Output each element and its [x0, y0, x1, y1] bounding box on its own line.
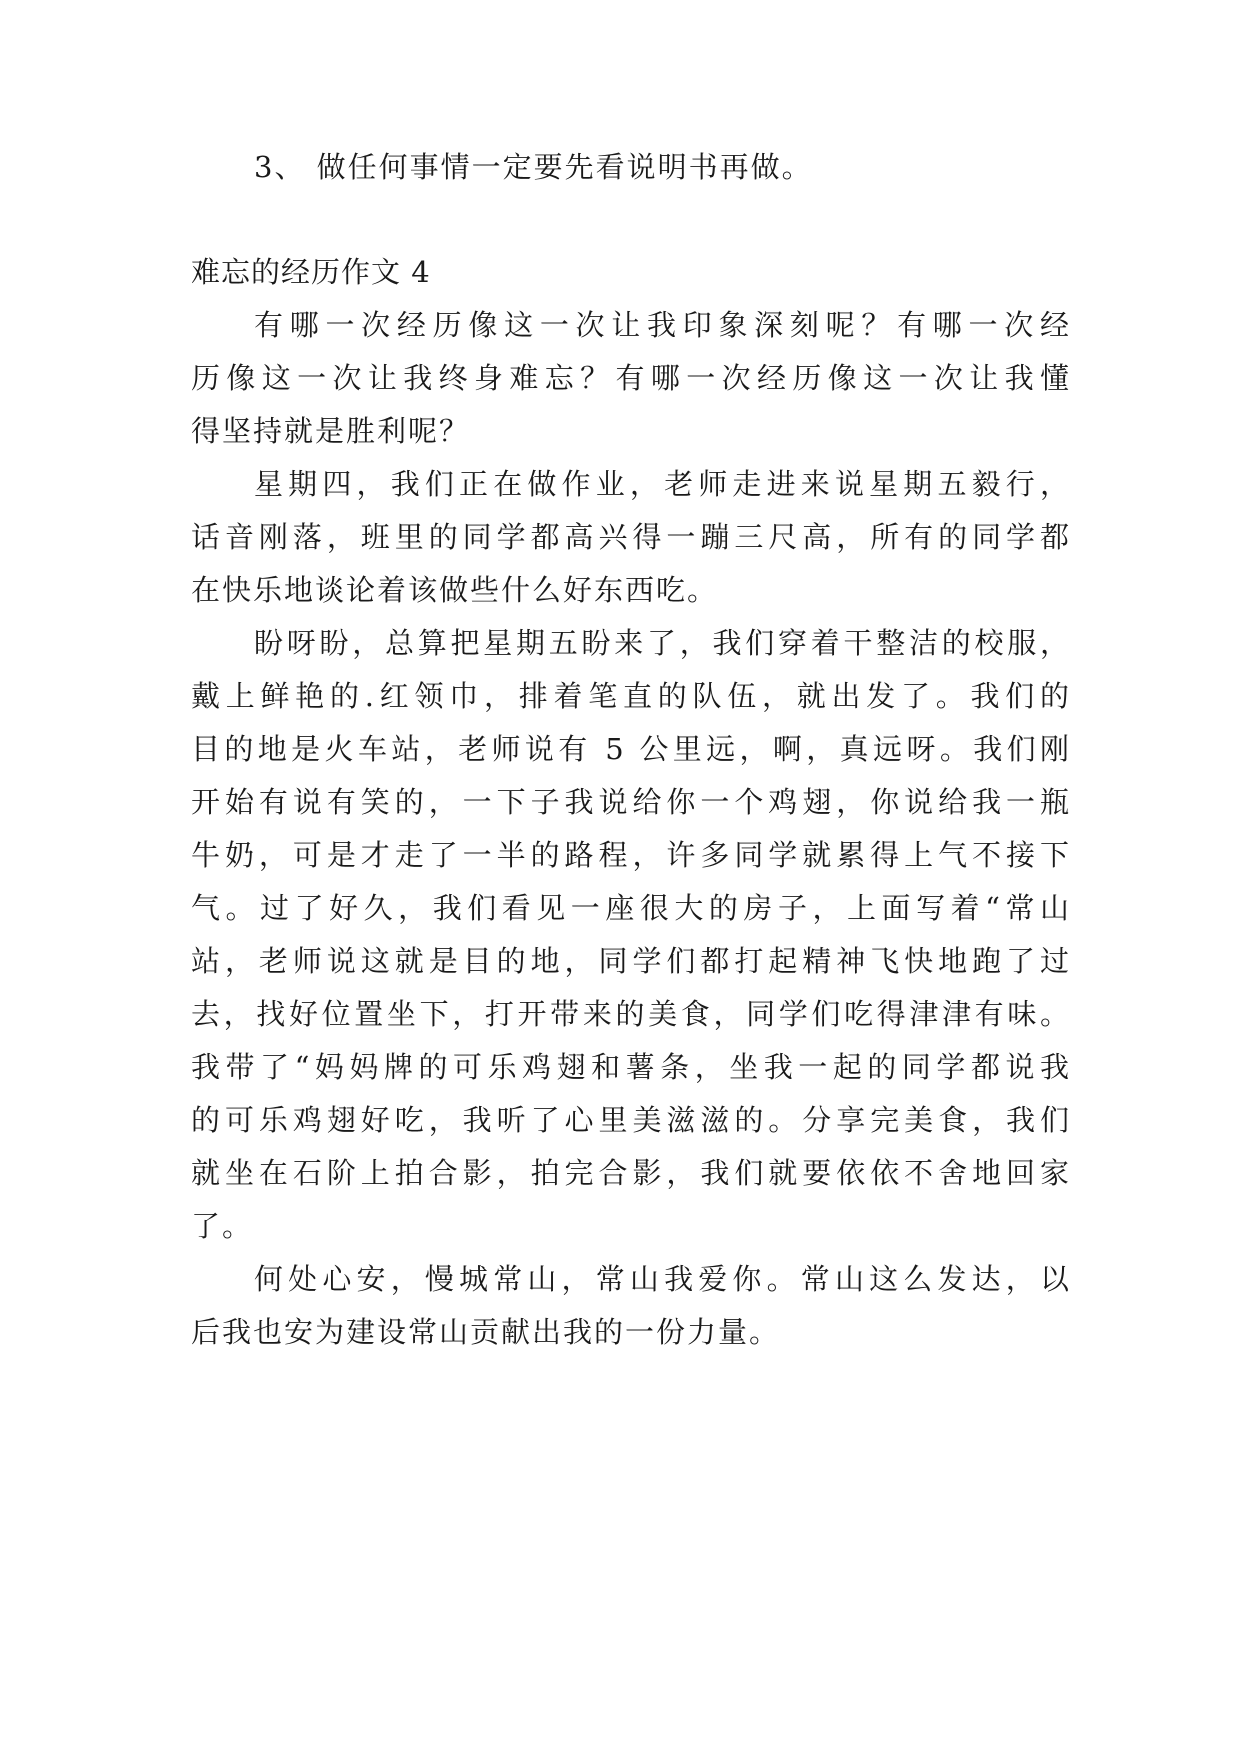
- paragraph-line: 牛奶，可是才走了一半的路程，许多同学就累得上气不接下: [191, 838, 1071, 872]
- paragraph-line: 去，找好位置坐下，打开带来的美食，同学们吃得津津有味。: [191, 997, 1071, 1031]
- paragraph-line: 目的地是火车站，老师说有 5 公里远，啊，真远呀。我们刚: [191, 732, 1071, 766]
- paragraph-line: 就坐在石阶上拍合影，拍完合影，我们就要依依不舍地回家: [191, 1156, 1071, 1190]
- paragraph-line: 在快乐地谈论着该做些什么好东西吃。: [191, 573, 719, 607]
- essay-heading: 难忘的经历作文 4: [191, 255, 431, 289]
- paragraph-line: 有哪一次经历像这一次让我印象深刻呢？有哪一次经: [254, 308, 1071, 342]
- paragraph-line: 星期四，我们正在做作业，老师走进来说星期五毅行，: [254, 467, 1071, 501]
- paragraph-line: 站，老师说这就是目的地，同学们都打起精神飞快地跑了过: [191, 944, 1071, 978]
- paragraph-line: 开始有说有笑的，一下子我说给你一个鸡翅，你说给我一瓶: [191, 785, 1071, 819]
- paragraph-line: 何处心安，慢城常山，常山我爱你。常山这么发达，以: [254, 1262, 1071, 1296]
- paragraph-line: 的可乐鸡翅好吃，我听了心里美滋滋的。分享完美食，我们: [191, 1103, 1071, 1137]
- paragraph-line: 后我也安为建设常山贡献出我的一份力量。: [191, 1315, 781, 1349]
- paragraph-line: 我带了“妈妈牌的可乐鸡翅和薯条，坐我一起的同学都说我: [191, 1050, 1071, 1084]
- intro-list-item: 3、 做任何事情一定要先看说明书再做。: [254, 150, 813, 184]
- paragraph-line: 历像这一次让我终身难忘？有哪一次经历像这一次让我懂: [191, 361, 1071, 395]
- paragraph-line: 话音刚落，班里的同学都高兴得一蹦三尺高，所有的同学都: [191, 520, 1071, 554]
- paragraph-line: 得坚持就是胜利呢？: [191, 414, 471, 448]
- paragraph-line: 气。过了好久，我们看见一座很大的房子，上面写着“常山: [191, 891, 1071, 925]
- paragraph-line: 戴上鲜艳的.红领巾，排着笔直的队伍，就出发了。我们的: [191, 679, 1071, 713]
- paragraph-line: 了。: [191, 1209, 254, 1243]
- paragraph-line: 盼呀盼，总算把星期五盼来了，我们穿着干整洁的校服，: [254, 626, 1071, 660]
